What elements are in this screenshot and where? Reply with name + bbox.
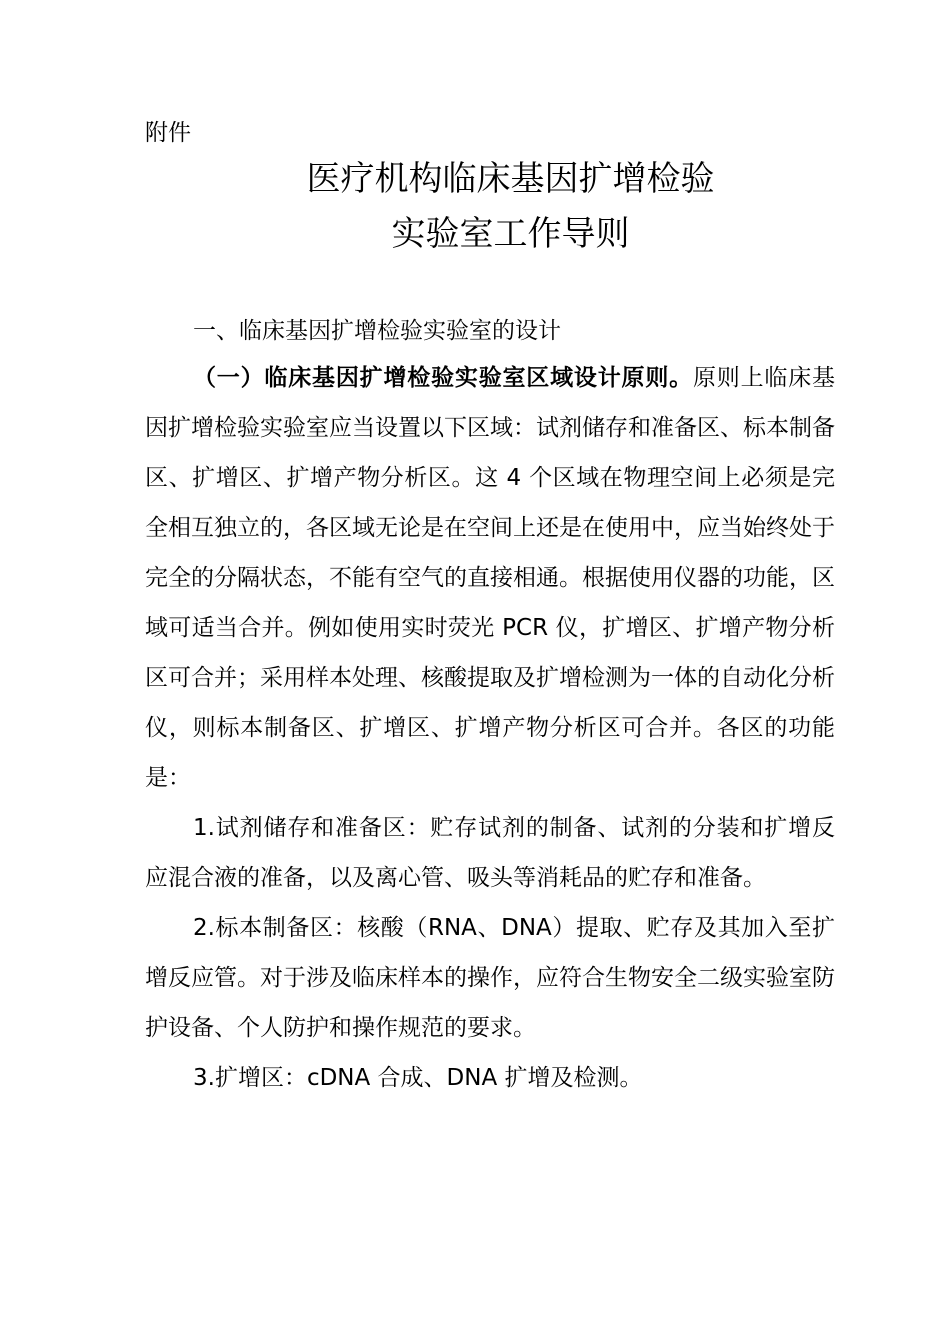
list-item-specimen-area: 2.标本制备区：核酸（RNA、DNA）提取、贮存及其加入至扩增反应管。对于涉及临床样本的操作，应符合生物安全二级实验室防护设备、个人防护和操作规范的要求。 <box>145 915 835 1041</box>
title-line-2: 实验室工作导则 <box>391 214 630 254</box>
section-heading: 一、临床基因扩增检验实验室的设计 <box>193 318 561 344</box>
body-text <box>145 353 835 1103</box>
list-item-amplification-area: 3.扩增区：cDNA 合成、DNA 扩增及检测。 <box>193 1065 643 1091</box>
attachment-label: 附件 <box>145 120 191 146</box>
list-item-reagent-area: 1.试剂储存和准备区：贮存试剂的制备、试剂的分装和扩增反应混合液的准备，以及离心管、吸头等消耗品的贮存和准备。 <box>145 815 835 891</box>
document-title <box>0 152 950 262</box>
paragraph-principle <box>145 353 835 803</box>
paragraph-principle-text: 原则上临床基因扩增检验实验室应当设置以下区域：试剂储存和准备区、标本制备区、扩增区、扩增产物分析区。这 4 个区域在物理空间上必须是完全相互独立的，各区域无论是在空间上还是在使用中，应当始终处于完全的分隔状态，不能有空气的直接相通。根据使用仪器的功能，区域可适当合并。例如使用实时荧光 PCR 仪，扩增区、扩增产物分析区可合并；采用样本处理、核酸提取及扩增检测为一体的自动化分析仪，则标本制备区、扩增区、扩增产物分析区可合并。各区的功能是： <box>145 365 836 791</box>
paragraph-principle-heading: （一）临床基因扩增检验实验室区域设计原则。 <box>193 365 693 391</box>
title-line-1: 医疗机构临床基因扩增检验 <box>306 159 715 199</box>
